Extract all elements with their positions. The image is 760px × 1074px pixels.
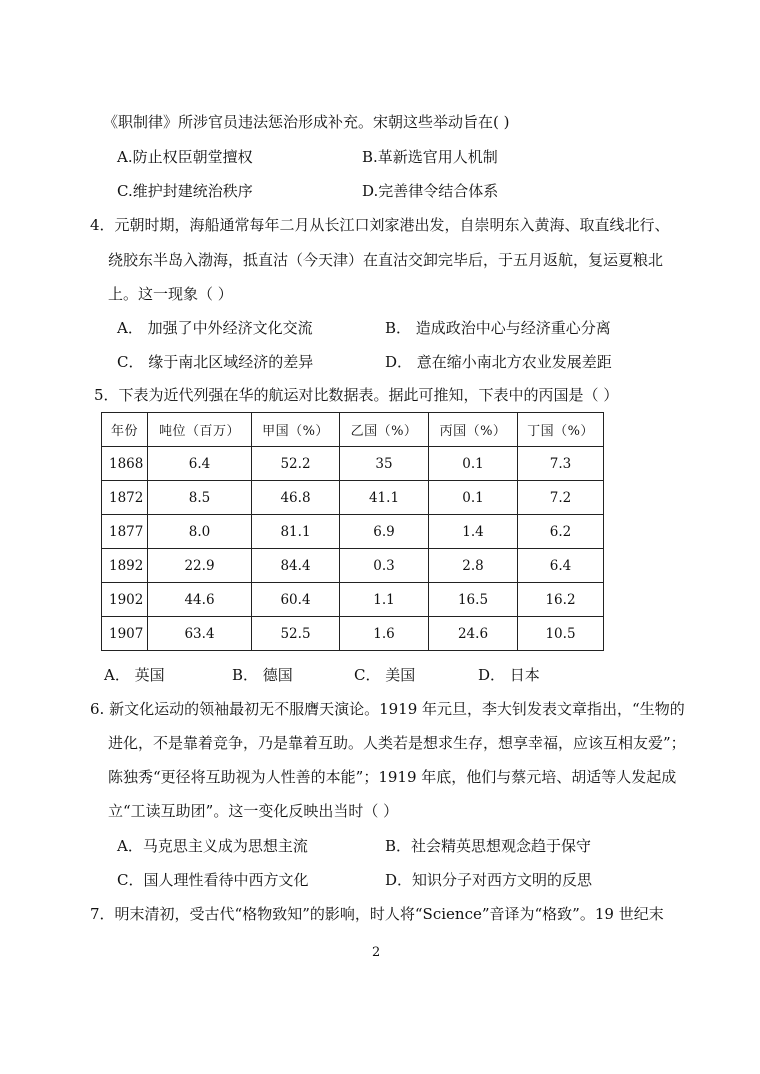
table-row — [102, 515, 604, 549]
q6-stem-line-1: 6. 新文化运动的领袖最初无不服膺天演论。1919 年元旦，李大钊发表文章指出，“生物的 — [90, 700, 685, 718]
table-cell: 2.8 — [429, 549, 518, 583]
table-cell-year: 1868 — [102, 447, 148, 481]
table-row — [102, 447, 604, 481]
table-cell: 81.1 — [252, 515, 340, 549]
q3-stem-line: 《职制律》所涉官员违法惩治形成补充。宋朝这些举动旨在( ) — [103, 113, 510, 131]
table-cell: 0.1 — [429, 481, 518, 515]
q6-option-b[interactable]: B．社会精英思想观念趋于保守 — [385, 837, 592, 855]
table-header-cell: 丁国（%） — [518, 413, 604, 447]
table-cell: 1.6 — [340, 617, 429, 651]
q6-option-a[interactable]: A．马克思主义成为思想主流 — [117, 837, 308, 855]
table-cell: 52.5 — [252, 617, 340, 651]
q4-option-a[interactable]: A． 加强了中外经济文化交流 — [117, 319, 313, 337]
table-cell: 10.5 — [518, 617, 604, 651]
table-cell: 0.1 — [429, 447, 518, 481]
q5-option-c[interactable]: C． 美国 — [354, 666, 416, 684]
table-cell: 6.9 — [340, 515, 429, 549]
table-header-cell: 吨位（百万） — [148, 413, 252, 447]
table-cell: 24.6 — [429, 617, 518, 651]
q3-option-b[interactable]: B.革新选官用人机制 — [362, 148, 498, 166]
table-cell: 63.4 — [148, 617, 252, 651]
table-row — [102, 617, 604, 651]
table-cell: 60.4 — [252, 583, 340, 617]
q6-stem-line-3: 陈独秀“更径将互助视为人性善的本能”；1919 年底，他们与蔡元培、胡适等人发起成 — [108, 768, 677, 786]
q3-option-a[interactable]: A.防止权臣朝堂擅权 — [117, 148, 253, 166]
table-header-row — [102, 413, 604, 447]
table-cell: 6.4 — [518, 549, 604, 583]
table-header-cell: 丙国（%） — [429, 413, 518, 447]
page-number: 2 — [372, 945, 381, 960]
table-cell-year: 1902 — [102, 583, 148, 617]
q5-stem: 5．下表为近代列强在华的航运对比数据表。据此可推知，下表中的丙国是（ ） — [94, 386, 619, 404]
table-cell: 16.5 — [429, 583, 518, 617]
table-cell-year: 1872 — [102, 481, 148, 515]
table-cell: 7.3 — [518, 447, 604, 481]
q3-option-c[interactable]: C.维护封建统治秩序 — [117, 182, 253, 200]
q4-option-c[interactable]: C． 缘于南北区域经济的差异 — [117, 353, 314, 371]
q4-option-d[interactable]: D． 意在缩小南北方农业发展差距 — [385, 353, 612, 371]
q6-stem-line-2: 进化，不是靠着竞争，乃是靠着互助。人类若是想求生存，想享幸福，应该互相友爱”； — [108, 734, 686, 752]
table-cell: 16.2 — [518, 583, 604, 617]
table-cell: 46.8 — [252, 481, 340, 515]
q5-option-a[interactable]: A． 英国 — [104, 666, 165, 684]
q6-option-d[interactable]: D．知识分子对西方文明的反思 — [385, 871, 593, 889]
q4-stem-line-2: 绕胶东半岛入渤海，抵直沽（今天津）在直沽交卸完毕后，于五月返航，复运夏粮北 — [108, 251, 664, 269]
table-cell-year: 1907 — [102, 617, 148, 651]
table-cell: 8.5 — [148, 481, 252, 515]
table-cell: 6.2 — [518, 515, 604, 549]
table-header-cell: 甲国（%） — [252, 413, 340, 447]
table-row — [102, 549, 604, 583]
table-header-cell: 年份 — [102, 413, 148, 447]
table-cell: 1.4 — [429, 515, 518, 549]
q7-stem-line-1: 7．明末清初，受古代“格物致知”的影响，时人将“Science”音译为“格致”。19 世纪末 — [90, 905, 664, 923]
table-cell: 44.6 — [148, 583, 252, 617]
q6-stem-line-4: 立“工读互助团”。这一变化反映出当时（ ） — [108, 802, 399, 820]
table-cell: 52.2 — [252, 447, 340, 481]
table-cell: 84.4 — [252, 549, 340, 583]
q5-option-d[interactable]: D． 日本 — [478, 666, 540, 684]
table-cell-year: 1892 — [102, 549, 148, 583]
table-cell: 0.3 — [340, 549, 429, 583]
q3-option-d[interactable]: D.完善律令结合体系 — [362, 182, 499, 200]
shipping-data-table — [101, 412, 604, 651]
q4-option-b[interactable]: B． 造成政治中心与经济重心分离 — [385, 319, 611, 337]
table-row — [102, 583, 604, 617]
q5-option-b[interactable]: B． 德国 — [232, 666, 293, 684]
table-cell: 41.1 — [340, 481, 429, 515]
q6-option-c[interactable]: C．国人理性看待中西方文化 — [117, 871, 309, 889]
table-header-cell: 乙国（%） — [340, 413, 429, 447]
table-cell: 1.1 — [340, 583, 429, 617]
table-cell: 7.2 — [518, 481, 604, 515]
table-cell: 8.0 — [148, 515, 252, 549]
q4-stem-line-1: 4．元朝时期，海船通常每年二月从长江口刘家港出发，自崇明东入黄海、取直线北行、 — [90, 216, 670, 234]
table-cell-year: 1877 — [102, 515, 148, 549]
table-row — [102, 481, 604, 515]
q4-stem-line-3: 上。这一现象（ ） — [108, 285, 233, 303]
table-cell: 35 — [340, 447, 429, 481]
table-cell: 6.4 — [148, 447, 252, 481]
table-cell: 22.9 — [148, 549, 252, 583]
